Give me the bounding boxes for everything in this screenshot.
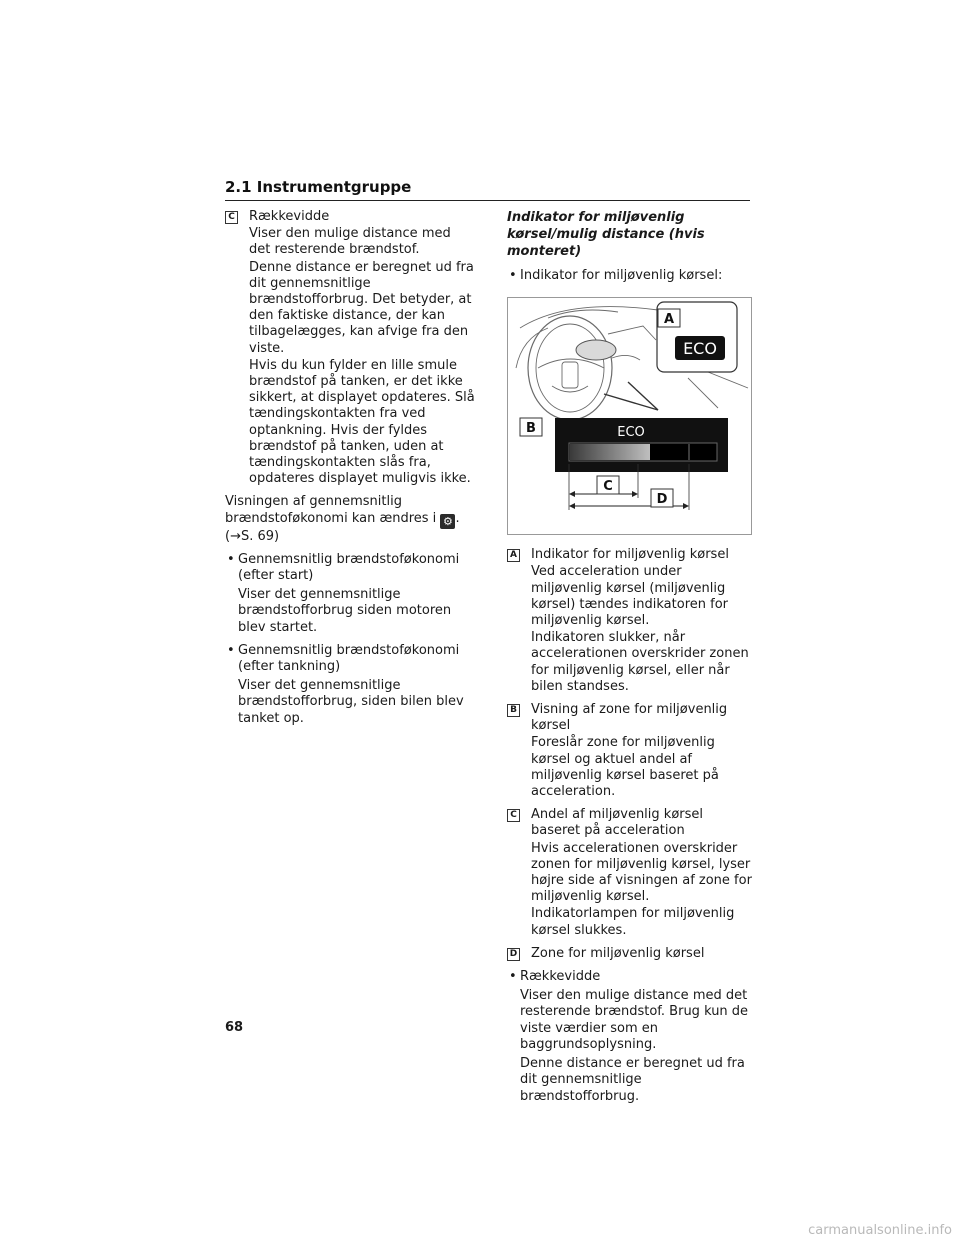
- item-title: Visning af zone for miljøvenlig kørsel: [531, 702, 728, 734]
- eco-bar-fill: [570, 444, 650, 460]
- bullet-dot: •: [509, 969, 517, 985]
- bullet-desc: Viser det gennemsnitlige brændstofforbrug, siden bilen blev tanket op.: [238, 678, 464, 726]
- bullet-desc: Viser det gennemsnitlige brændstofforbrug siden motoren blev startet.: [238, 587, 452, 635]
- arrowhead: [569, 491, 575, 497]
- bullet-item: [507, 969, 752, 1105]
- item-text: Viser den mulige distance med det resterende brændstof.: [249, 226, 451, 258]
- callout-tag-c: C: [225, 211, 238, 224]
- item-text: Hvis accelerationen overskrider zonen for miljøvenlig kørsel, lyser højre side af visningen af zone for miljøvenlig kørsel.: [531, 840, 752, 905]
- arrowhead: [683, 503, 689, 509]
- callout-b-description: [507, 702, 752, 800]
- left-column: [225, 209, 475, 734]
- fuel-economy-paragraph: [225, 494, 475, 544]
- bullet-desc: Viser den mulige distance med det resterende brændstof. Brug kun de viste værdier som en baggrundsoplysning.: [520, 988, 749, 1052]
- bullet-item: [507, 268, 752, 284]
- callout-a-description: [507, 547, 752, 695]
- item-text: Foreslår zone for miljøvenlig kørsel og aktuel andel af miljøvenlig kørsel baseret på acceleration.: [531, 735, 719, 800]
- bullet-title: Rækkevidde: [520, 969, 601, 985]
- callout-tag-a: A: [507, 549, 520, 562]
- item-text: Hvis du kun fylder en lille smule brændstof på tanken, er det ikke sikkert, at displayet opdateres. Slå tændingskontakten fra ved optankning. Hvis der fyldes brændstof på tanken, uden at tændingskontakten slås fra, opdateres displayet muligvis ikke.: [249, 357, 475, 487]
- callout-d-description: [507, 946, 752, 962]
- label-c: C: [603, 479, 613, 495]
- label-b: B: [526, 421, 536, 437]
- bullet-dot: •: [509, 268, 517, 283]
- right-column: [507, 209, 752, 1112]
- item-text: Indikatorlampen for miljøvenlig kørsel slukkes.: [531, 906, 735, 938]
- label-a: A: [663, 312, 675, 328]
- callout-tag-c: C: [507, 809, 520, 822]
- callout-c-description: [225, 209, 475, 487]
- cluster-highlight: [576, 340, 616, 360]
- eco-indicator-heading: Indikator for miljøvenlig kørsel/mulig distance (hvis monteret): [507, 210, 705, 259]
- item-title: Indikator for miljøvenlig kørsel: [531, 547, 729, 563]
- callout-c-eco-description: [507, 807, 752, 939]
- bullet-dot: •: [227, 551, 235, 567]
- paragraph-text-end: .: [455, 510, 460, 526]
- bullet-item: [225, 552, 475, 636]
- item-title: Andel af miljøvenlig kørsel baseret på acceleration: [531, 807, 704, 839]
- item-title: Zone for miljøvenlig kørsel: [531, 945, 705, 961]
- arrowhead: [632, 491, 638, 497]
- item-text: Ved acceleration under miljøvenlig kørsel (miljøvenlig kørsel) tændes indikatoren for miljøvenlig kørsel.: [531, 564, 729, 629]
- eco-badge-text: ECO: [683, 339, 717, 359]
- arrowhead: [569, 503, 575, 509]
- bullet-title: Gennemsnitlig brændstoføkonomi (efter tankning): [238, 642, 460, 675]
- callout-tag-d: D: [507, 948, 520, 961]
- eco-indicator-figure: [507, 297, 752, 535]
- bullet-desc: Denne distance er beregnet ud fra dit gennemsnitlige brændstofforbrug.: [520, 1056, 745, 1104]
- section-title: 2.1 Instrumentgruppe: [225, 178, 750, 201]
- eco-illustration: [508, 298, 751, 534]
- page-reference-link[interactable]: (→S. 69): [225, 528, 280, 544]
- item-text: Denne distance er beregnet ud fra dit gennemsnitlige brændstofforbrug. Det betyder, at den faktiske distance, der kan tilbagelægges, kan afvige fra den viste.: [249, 259, 474, 356]
- callout-tag-b: B: [507, 704, 520, 717]
- label-d: D: [656, 492, 668, 508]
- bullet-title: Indikator for miljøvenlig kørsel:: [520, 268, 723, 283]
- eco-display-label: ECO: [617, 425, 645, 441]
- page-number: 68: [225, 1020, 244, 1035]
- item-title: Rækkevidde: [249, 209, 330, 224]
- watermark: carmanualsonline.info: [808, 1223, 952, 1238]
- paragraph-text: Visningen af gennemsnitlig brændstoføkonomi kan ændres i: [225, 494, 437, 526]
- bullet-title: Gennemsnitlig brændstoføkonomi (efter start): [238, 551, 460, 584]
- gear-icon: ⚙: [440, 514, 455, 529]
- item-text: Indikatoren slukker, når accelerationen overskrider zonen for miljøvenlig kørsel, eller når bilen standses.: [531, 630, 749, 694]
- bullet-dot: •: [227, 642, 235, 658]
- bullet-item: [225, 643, 475, 727]
